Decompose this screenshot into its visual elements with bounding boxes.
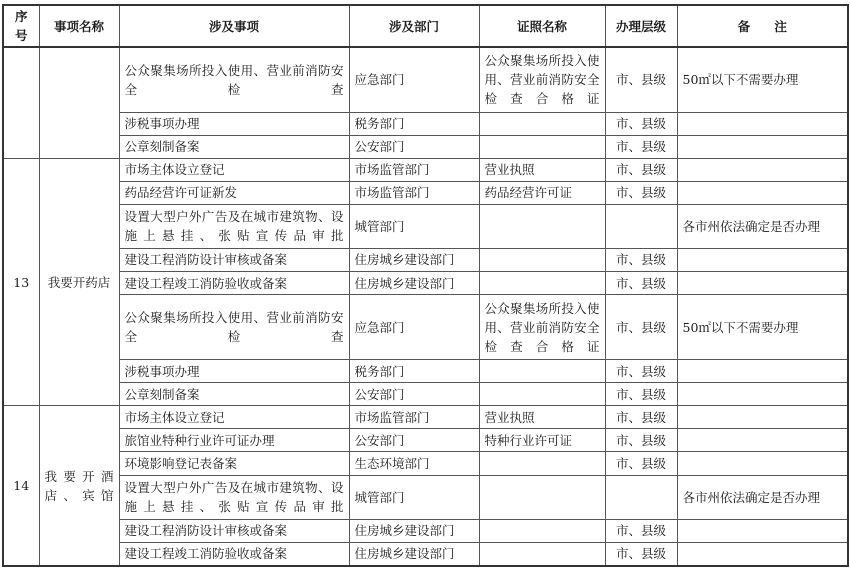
dept-cell: 城管部门 (349, 204, 479, 248)
license-cell: 营业执照 (479, 158, 605, 181)
license-cell: 公众聚集场所投入使用、营业前消防安全检查合格证 (479, 295, 605, 360)
item-cell: 市场主体设立登记 (119, 406, 349, 429)
group-name: 我要开药店 (39, 158, 119, 406)
note-cell (677, 383, 848, 406)
item-cell: 环境影响登记表备案 (119, 452, 349, 475)
col-header-note: 备 注 (677, 5, 848, 47)
col-header-level: 办理层级 (605, 5, 677, 47)
item-cell: 公章刻制备案 (119, 383, 349, 406)
item-cell: 设置大型户外广告及在城市建筑物、设施上悬挂、张贴宣传品审批 (119, 204, 349, 248)
dept-cell: 住房城乡建设部门 (349, 519, 479, 542)
note-cell (677, 519, 848, 542)
note-cell (677, 452, 848, 475)
item-cell: 公众聚集场所投入使用、营业前消防安全检查 (119, 295, 349, 360)
table-row (3, 542, 848, 566)
dept-cell: 公安部门 (349, 429, 479, 452)
level-cell: 市、县级 (605, 248, 677, 271)
col-header-item: 涉及事项 (119, 5, 349, 47)
dept-cell: 税务部门 (349, 360, 479, 383)
group-number: 14 (3, 406, 39, 566)
group-number (3, 47, 39, 158)
table-row (3, 360, 848, 383)
table-row (3, 248, 848, 271)
level-cell: 市、县级 (605, 406, 677, 429)
level-cell: 市、县级 (605, 383, 677, 406)
license-cell (479, 360, 605, 383)
item-cell: 建设工程竣工消防验收或备案 (119, 542, 349, 566)
table-row (3, 272, 848, 295)
table-row (3, 112, 848, 135)
table-row (3, 204, 848, 248)
note-cell (677, 112, 848, 135)
dept-cell: 应急部门 (349, 295, 479, 360)
table-row (3, 406, 848, 429)
dept-cell: 市场监管部门 (349, 158, 479, 181)
table-row (3, 475, 848, 519)
dept-cell: 住房城乡建设部门 (349, 248, 479, 271)
level-cell: 市、县级 (605, 158, 677, 181)
item-cell: 涉税事项办理 (119, 112, 349, 135)
license-cell (479, 112, 605, 135)
license-cell (479, 519, 605, 542)
dept-cell: 市场监管部门 (349, 406, 479, 429)
license-cell: 药品经营许可证 (479, 181, 605, 204)
item-cell: 旅馆业特种行业许可证办理 (119, 429, 349, 452)
level-cell: 市、县级 (605, 181, 677, 204)
level-cell (605, 204, 677, 248)
note-cell (677, 272, 848, 295)
dept-cell: 城管部门 (349, 475, 479, 519)
item-cell: 市场主体设立登记 (119, 158, 349, 181)
level-cell: 市、县级 (605, 295, 677, 360)
table-row (3, 181, 848, 204)
license-cell (479, 272, 605, 295)
license-cell (479, 475, 605, 519)
note-cell (677, 181, 848, 204)
note-cell (677, 135, 848, 158)
dept-cell: 住房城乡建设部门 (349, 272, 479, 295)
license-cell (479, 542, 605, 566)
item-cell: 公众聚集场所投入使用、营业前消防安全检查 (119, 47, 349, 112)
dept-cell: 公安部门 (349, 383, 479, 406)
table-row (3, 47, 848, 112)
col-header-name: 事项名称 (39, 5, 119, 47)
group-number: 13 (3, 158, 39, 406)
col-header-license: 证照名称 (479, 5, 605, 47)
item-cell: 设置大型户外广告及在城市建筑物、设施上悬挂、张贴宣传品审批 (119, 475, 349, 519)
dept-cell: 市场监管部门 (349, 181, 479, 204)
level-cell: 市、县级 (605, 519, 677, 542)
group-name: 我要开酒店、宾馆 (39, 406, 119, 566)
item-cell: 药品经营许可证新发 (119, 181, 349, 204)
license-cell (479, 135, 605, 158)
services-table (2, 4, 849, 567)
col-header-no: 序号 (3, 5, 39, 47)
note-cell (677, 542, 848, 566)
note-cell (677, 360, 848, 383)
level-cell: 市、县级 (605, 429, 677, 452)
table-row (3, 383, 848, 406)
level-cell: 市、县级 (605, 360, 677, 383)
col-header-dept: 涉及部门 (349, 5, 479, 47)
license-cell (479, 204, 605, 248)
table-row (3, 158, 848, 181)
note-cell (677, 429, 848, 452)
dept-cell: 公安部门 (349, 135, 479, 158)
note-cell: 50㎡以下不需要办理 (677, 295, 848, 360)
license-cell: 营业执照 (479, 406, 605, 429)
license-cell: 公众聚集场所投入使用、营业前消防安全检查合格证 (479, 47, 605, 112)
license-cell (479, 383, 605, 406)
table-row (3, 135, 848, 158)
table-row (3, 295, 848, 360)
item-cell: 建设工程消防设计审核或备案 (119, 248, 349, 271)
note-cell (677, 158, 848, 181)
dept-cell: 住房城乡建设部门 (349, 542, 479, 566)
table-row (3, 429, 848, 452)
item-cell: 公章刻制备案 (119, 135, 349, 158)
level-cell: 市、县级 (605, 542, 677, 566)
dept-cell: 生态环境部门 (349, 452, 479, 475)
note-cell (677, 406, 848, 429)
dept-cell: 应急部门 (349, 47, 479, 112)
header-row (3, 5, 848, 47)
dept-cell: 税务部门 (349, 112, 479, 135)
note-cell: 各市州依法确定是否办理 (677, 204, 848, 248)
level-cell: 市、县级 (605, 47, 677, 112)
license-cell: 特种行业许可证 (479, 429, 605, 452)
level-cell: 市、县级 (605, 112, 677, 135)
level-cell: 市、县级 (605, 272, 677, 295)
item-cell: 建设工程消防设计审核或备案 (119, 519, 349, 542)
license-cell (479, 452, 605, 475)
table-row (3, 519, 848, 542)
group-name (39, 47, 119, 158)
note-cell: 各市州依法确定是否办理 (677, 475, 848, 519)
level-cell: 市、县级 (605, 452, 677, 475)
level-cell (605, 475, 677, 519)
item-cell: 建设工程竣工消防验收或备案 (119, 272, 349, 295)
item-cell: 涉税事项办理 (119, 360, 349, 383)
note-cell: 50㎡以下不需要办理 (677, 47, 848, 112)
note-cell (677, 248, 848, 271)
table-row (3, 452, 848, 475)
level-cell: 市、县级 (605, 135, 677, 158)
license-cell (479, 248, 605, 271)
